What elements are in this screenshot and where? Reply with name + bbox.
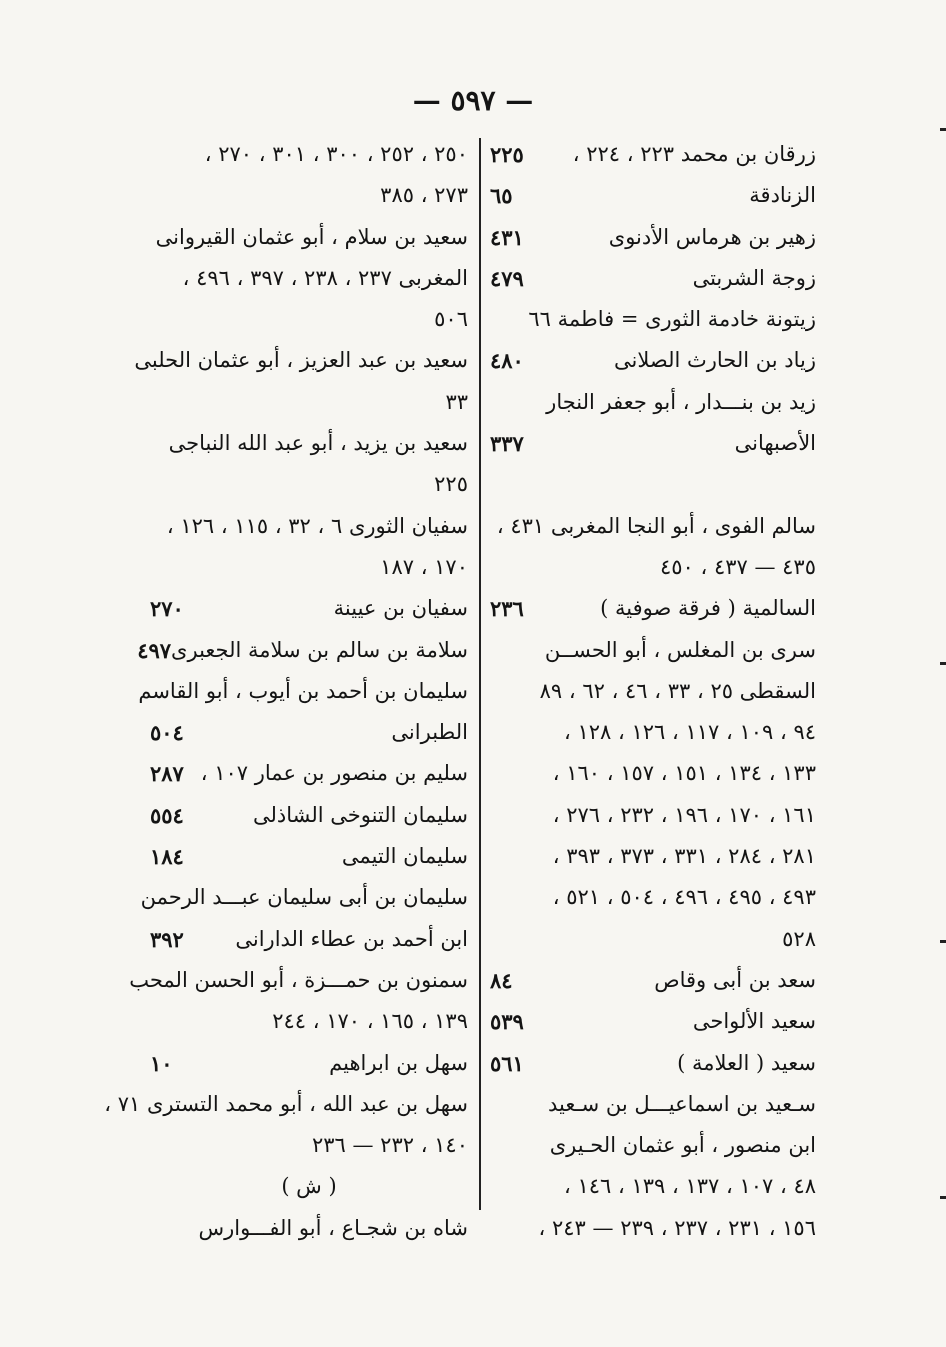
index-entry — [490, 671, 816, 712]
entry-text: الأصبهانى — [734, 431, 816, 456]
index-entry — [150, 588, 468, 629]
index-column-left — [104, 134, 468, 1249]
entry-text: ١٣٩ ، ١٦٥ ، ١٧٠ ، ٢٤٤ — [272, 1009, 468, 1034]
entry-text: سليمان التنوخى الشاذلى — [252, 802, 468, 827]
entry-page-ref: ٣٣٧ — [490, 431, 524, 457]
entry-page-ref: ٤٨٠ — [490, 348, 524, 374]
index-entry — [150, 712, 468, 753]
index-entry — [150, 1001, 468, 1042]
index-entry — [490, 630, 816, 671]
index-entry — [490, 712, 816, 753]
entry-text: زيتونة خادمة الثورى = فاطمة ٦٦ — [528, 307, 816, 332]
index-entry — [150, 506, 468, 547]
index-entry — [490, 1001, 816, 1042]
entry-text: سمنون بن حمـــزة ، أبو الحسن المحب — [129, 967, 468, 992]
index-entry — [490, 960, 816, 1001]
entry-text: سعيد بن سلام ، أبو عثمان القيروانى — [155, 224, 468, 249]
entry-page-ref: ٢٧٠ — [150, 596, 184, 622]
entry-text: ٩٤ ، ١٠٩ ، ١١٧ ، ١٢٦ ، ١٢٨ ، — [564, 720, 816, 745]
entry-text: ابن أحمد بن عطاء الدارانى — [235, 926, 468, 951]
entry-text: ٢٥٠ ، ٢٥٢ ، ٣٠٠ ، ٣٠١ ، ٢٧٠ ، — [204, 142, 468, 166]
entry-text: ٣٣ — [445, 389, 468, 414]
index-entry — [490, 877, 816, 918]
index-entry — [150, 423, 468, 464]
entry-page-ref: ٢٢٥ — [490, 142, 524, 167]
entry-text: ١٧٠ ، ١٨٧ — [380, 554, 468, 579]
index-entry — [150, 175, 468, 216]
index-entry — [490, 175, 816, 216]
entry-text: زهير بن هرماس الأدنوى — [608, 224, 816, 249]
index-entry — [490, 506, 816, 547]
index-entry — [490, 340, 816, 381]
entry-page-ref: ٤٩٧ — [137, 637, 172, 663]
index-entry — [140, 877, 468, 918]
entry-page-ref: ٢٣٦ — [490, 596, 524, 622]
entry-page-ref: ٣٩٢ — [150, 926, 184, 952]
entry-text: سعيد بن يزيد ، أبو عبد الله النباجى — [168, 431, 468, 456]
index-entry — [490, 753, 816, 794]
entry-text: زيد بن بنـــدار ، أبو جعفر النجار — [546, 389, 816, 414]
entry-text: سعد بن أبى وقاص — [654, 967, 816, 992]
margin-mark — [940, 1196, 946, 1199]
entry-text: سعيد الألواحى — [692, 1009, 816, 1034]
entry-text: سفيان الثورى ٦ ، ٣٢ ، ١١٥ ، ١٢٦ ، — [166, 513, 468, 538]
index-entry — [490, 547, 816, 588]
entry-text: ٤٩٣ ، ٤٩٥ ، ٤٩٦ ، ٥٠٤ ، ٥٢١ ، — [552, 885, 816, 910]
entry-text: ٢٨١ ، ٢٨٤ ، ٣٣١ ، ٣٧٣ ، ٣٩٣ ، — [552, 844, 816, 869]
margin-mark — [940, 940, 946, 943]
entry-text: ( ش ) — [281, 1174, 337, 1199]
entry-page-ref: ٥٦١ — [490, 1050, 524, 1076]
index-entry — [129, 960, 468, 1001]
entry-page-ref: ٥٠٤ — [150, 720, 184, 746]
entry-text: سلامة بن سالم بن سلامة الجعبرى — [171, 637, 468, 662]
entry-text: سرى بن المغلس ، أبو الحســن — [544, 637, 816, 662]
index-entry — [150, 1043, 468, 1084]
entry-text: سفيان بن عيينة — [333, 596, 468, 621]
index-entry — [134, 340, 468, 381]
index-entry — [150, 134, 468, 175]
entry-text: ٢٧٣ ، ٣٨٥ — [380, 183, 468, 208]
index-entry — [150, 547, 468, 588]
index-entry — [138, 671, 468, 712]
index-entry — [150, 1166, 468, 1207]
entry-text: السالمية ( فرقة صوفية ) — [600, 596, 816, 621]
entry-text: سليم بن منصور بن عمار ١٠٧ ، — [200, 761, 468, 786]
entry-text: ١٥٦ ، ٢٣١ ، ٢٣٧ ، ٢٣٩ — ٢٤٣ ، — [538, 1215, 816, 1240]
index-entry — [150, 836, 468, 877]
column-divider — [479, 138, 481, 1210]
index-entry — [150, 217, 468, 258]
index-entry — [490, 1125, 816, 1166]
entry-text: شاه بن شجـاع ، أبو الفـــوارس — [198, 1215, 468, 1240]
entry-page-ref: ٥٥٤ — [150, 802, 184, 828]
index-entry — [150, 795, 468, 836]
entry-text: سليمان التيمى — [341, 844, 468, 869]
entry-text: ٥٢٨ — [782, 926, 816, 951]
index-entry — [490, 795, 816, 836]
entry-text: ابن منصور ، أبو عثمان الحـيرى — [549, 1133, 816, 1158]
index-entry — [150, 1208, 468, 1249]
index-entry — [490, 258, 816, 299]
index-entry — [490, 1166, 816, 1207]
index-entry — [150, 382, 468, 423]
entry-text: ٢٢٥ — [434, 472, 468, 497]
index-entry — [137, 630, 468, 671]
index-entry — [150, 299, 468, 340]
index-entry — [490, 382, 816, 423]
margin-mark — [940, 128, 946, 131]
entry-page-ref: ٥٣٩ — [490, 1009, 524, 1035]
index-column-right — [490, 134, 816, 1249]
entry-text: المغربى ٢٣٧ ، ٢٣٨ ، ٣٩٧ ، ٤٩٦ ، — [182, 265, 468, 290]
entry-text: سعيد بن عبد العزيز ، أبو عثمان الحلبى — [134, 348, 468, 373]
entry-text: ١٣٣ ، ١٣٤ ، ١٥١ ، ١٥٧ ، ١٦٠ ، — [552, 761, 816, 786]
entry-text: الزنادقة — [749, 183, 816, 208]
index-entry — [150, 1125, 468, 1166]
entry-page-ref: ١٨٤ — [150, 844, 184, 870]
entry-page-ref: ٨٤ — [490, 967, 513, 993]
entry-text: سعيد ( العلامة ) — [677, 1050, 816, 1075]
entry-text: سـعيد بن اسماعيـــل بن سـعيد — [547, 1091, 816, 1116]
index-entry — [490, 464, 816, 505]
index-entry — [150, 258, 468, 299]
index-entry — [490, 588, 816, 629]
entry-text: ٤٣٥ — ٤٣٧ ، ٤٥٠ — [659, 554, 816, 579]
entry-text: ١٦١ ، ١٧٠ ، ١٩٦ ، ٢٣٢ ، ٢٧٦ ، — [552, 802, 816, 827]
index-entry — [490, 1084, 816, 1125]
index-entry — [490, 836, 816, 877]
entry-text: سهل بن ابراهيم — [329, 1050, 468, 1075]
index-entry — [150, 753, 468, 794]
entry-text: سليمان بن أحمد بن أيوب ، أبو القاسم — [138, 678, 468, 703]
entry-text: سليمان بن أبى سليمان عبـــد الرحمن — [140, 885, 468, 910]
entry-text: ٤٨ ، ١٠٧ ، ١٣٧ ، ١٣٩ ، ١٤٦ ، — [564, 1174, 816, 1199]
entry-text: زياد بن الحارث الصلانى — [613, 348, 816, 373]
index-entry — [490, 299, 816, 340]
entry-text: السقطى ٢٥ ، ٣٣ ، ٤٦ ، ٦٢ ، ٨٩ — [539, 678, 816, 703]
index-entry — [490, 1208, 816, 1249]
entry-text: ١٤٠ ، ٢٣٢ — ٢٣٦ — [311, 1133, 468, 1158]
index-entry — [104, 1084, 468, 1125]
entry-text: سالم الفوى ، أبو النجا المغربى ٤٣١ ، — [496, 513, 816, 538]
entry-page-ref: ٢٨٧ — [150, 761, 184, 787]
index-entry — [150, 464, 468, 505]
entry-text: زرقان بن محمد ٢٢٣ ، ٢٢٤ ، — [572, 142, 816, 166]
entry-page-ref: ٤٣١ — [490, 224, 524, 250]
entry-text: ٥٠٦ — [434, 307, 468, 332]
index-entry — [490, 134, 816, 175]
index-entry — [150, 919, 468, 960]
entry-text: الطبرانى — [391, 720, 468, 745]
margin-mark — [940, 662, 946, 665]
index-entry — [490, 919, 816, 960]
entry-page-ref: ١٠ — [150, 1050, 173, 1076]
entry-text: سهل بن عبد الله ، أبو محمد التسترى ٧١ ، — [104, 1091, 468, 1116]
entry-page-ref: ٦٥ — [490, 183, 513, 209]
entry-text: زوجة الشربتى — [692, 265, 816, 290]
index-entry — [490, 217, 816, 258]
index-entry — [490, 423, 816, 464]
page-number: — ٥٩٧ — — [412, 84, 534, 117]
entry-page-ref: ٤٧٩ — [490, 265, 524, 291]
index-entry — [490, 1043, 816, 1084]
